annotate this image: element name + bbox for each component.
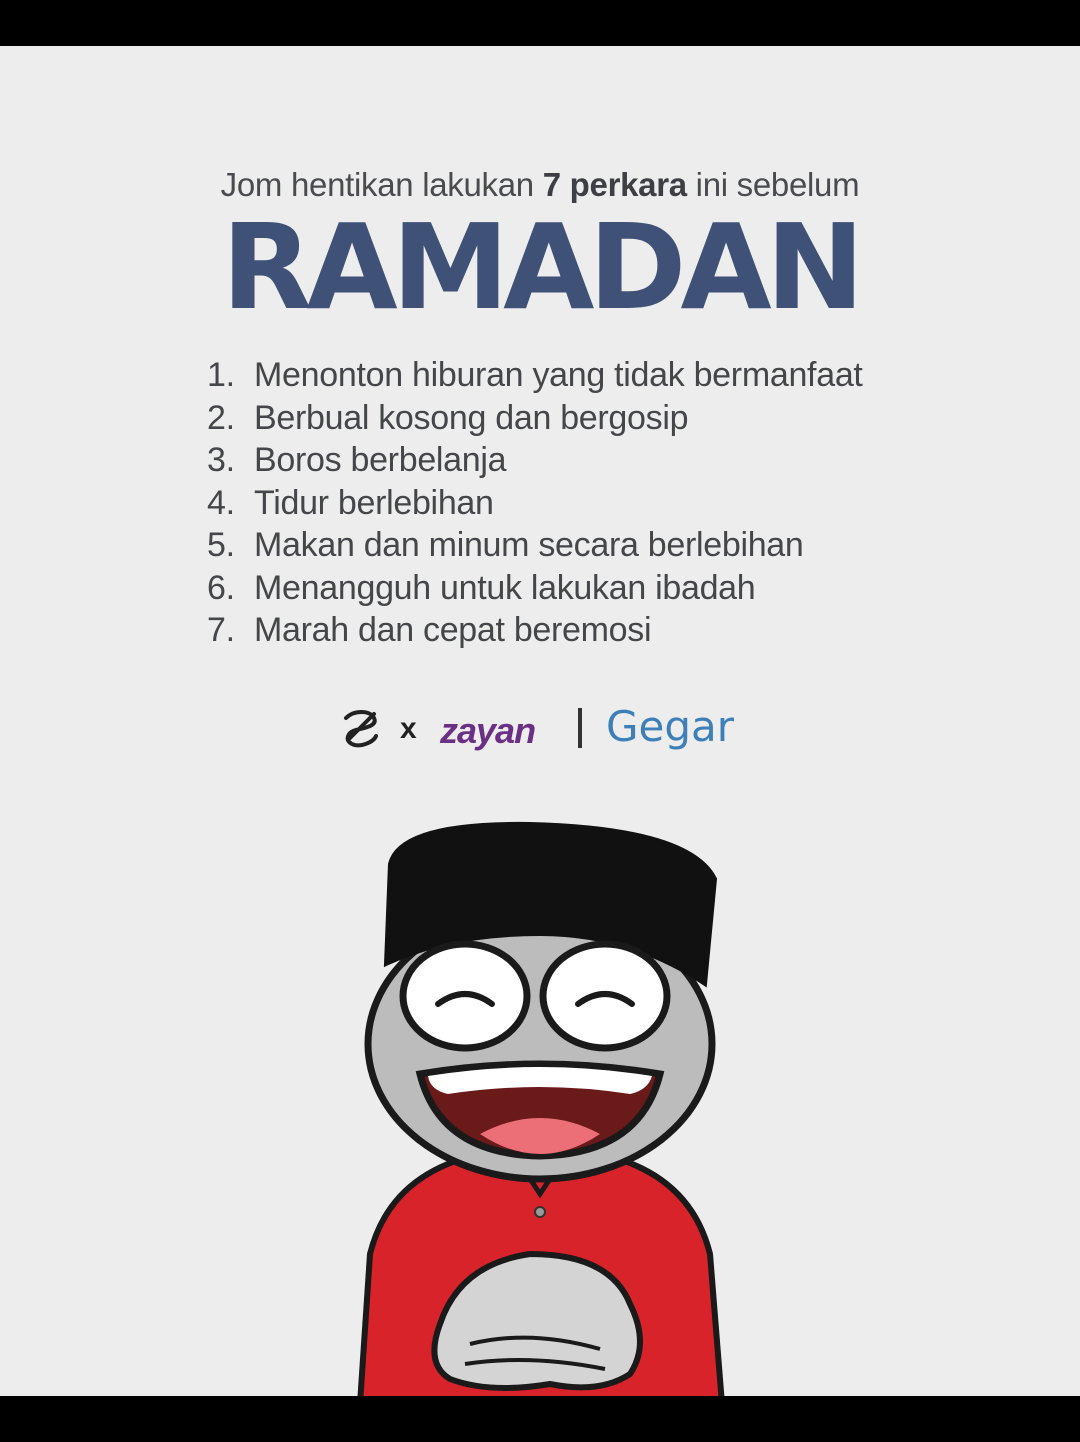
item-number: 3. (207, 441, 235, 479)
item-text: Marah dan cepat beremosi (254, 611, 652, 649)
list-item (207, 482, 863, 525)
item-number: 6. (207, 568, 235, 607)
intro-before: Jom hentikan lakukan (220, 166, 543, 203)
zayan-logo: zayan (440, 710, 536, 751)
headline: RAMADAN (221, 198, 859, 336)
intro-after: ini sebelum (686, 166, 860, 203)
item-number: 2. (207, 398, 235, 437)
item-text: Menangguh untuk lakukan ibadah (254, 568, 756, 607)
item-text: Tidur berlebihan (254, 483, 494, 522)
brand-divider (578, 708, 582, 748)
cartoon-boy-illustration (330, 784, 750, 1396)
brand-separator: x (400, 712, 417, 745)
list-item (207, 439, 863, 482)
item-number: 7. (207, 611, 235, 649)
poster (0, 46, 1080, 1396)
item-number: 5. (207, 526, 235, 564)
list-item (207, 524, 863, 567)
item-text: Boros berbelanja (254, 441, 507, 479)
item-text: Menonton hiburan yang tidak bermanfaat (254, 356, 863, 394)
item-number: 1. (207, 356, 235, 394)
list-item (207, 609, 863, 652)
list-item (207, 354, 863, 397)
swirl-logo-icon (338, 706, 384, 752)
list-item (207, 567, 863, 610)
item-number: 4. (207, 483, 235, 522)
intro-bold: 7 perkara (542, 166, 687, 203)
item-text: Berbual kosong dan bergosip (254, 398, 689, 437)
item-text: Makan dan minum secara berlebihan (254, 526, 804, 564)
brand-logos (338, 704, 748, 764)
list-item (207, 397, 863, 440)
gegar-logo: Gegar (606, 702, 735, 751)
item-list (207, 354, 863, 652)
